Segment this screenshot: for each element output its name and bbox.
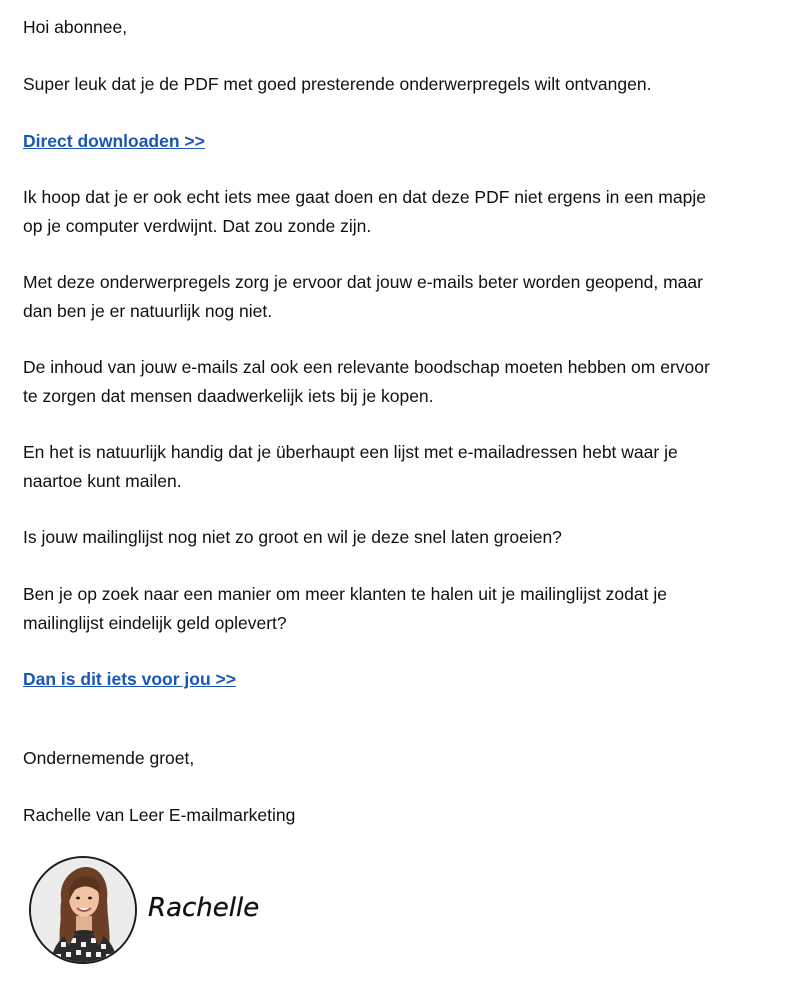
closing: Ondernemende groet, [23,748,195,768]
paragraph-line: op je computer verdwijnt. Dat zou zonde zijn. [23,215,372,236]
paragraph-content [23,353,753,410]
paragraph-line: Met deze onderwerpregels zorg je ervoor dat jouw e-mails beter worden geopend, maar [23,272,703,292]
handwritten-signature-icon [144,884,259,934]
paragraph-line: naartoe kunt mailen. [23,470,182,491]
paragraph-open-rates [23,268,753,325]
paragraph-line: dan ben je er natuurlijk nog niet. [23,300,273,321]
profile-photo-icon [31,858,135,962]
paragraph-line: mailinglijst eindelijk geld oplevert? [23,612,287,633]
question-grow-list: Is jouw mailinglijst nog niet zo groot en wil je deze snel laten groeien? [23,527,562,547]
download-link-paragraph [23,127,753,156]
offer-link[interactable]: Dan is dit iets voor jou >> [23,669,236,689]
question-more-customers [23,580,753,637]
paragraph-line: Ben je op zoek naar een manier om meer klanten te halen uit je mailinglijst zodat je [23,584,667,604]
paragraph-pdf-usage [23,183,753,240]
paragraph-line: De inhoud van jouw e-mails zal ook een relevante boodschap moeten hebben om ervoor [23,357,710,377]
avatar [29,856,137,964]
intro-text: Super leuk dat je de PDF met goed presterende onderwerpregels wilt ontvangen. [23,74,652,94]
signature-text: Rachelle [148,893,259,923]
greeting: Hoi abonnee, [23,17,128,37]
paragraph-line: te zorgen dat mensen daadwerkelijk iets bij je kopen. [23,385,434,406]
paragraph-line: Ik hoop dat je er ook echt iets mee gaat doen en dat deze PDF niet ergens in een mapje [23,187,706,207]
paragraph-line: En het is natuurlijk handig dat je überhaupt een lijst met e-mailadressen hebt waar je [23,442,678,462]
signature-block [29,856,269,964]
offer-link-paragraph [23,665,753,694]
paragraph-list [23,438,753,495]
sender-name: Rachelle van Leer E-mailmarketing [23,805,296,825]
download-link[interactable]: Direct downloaden >> [23,131,205,151]
